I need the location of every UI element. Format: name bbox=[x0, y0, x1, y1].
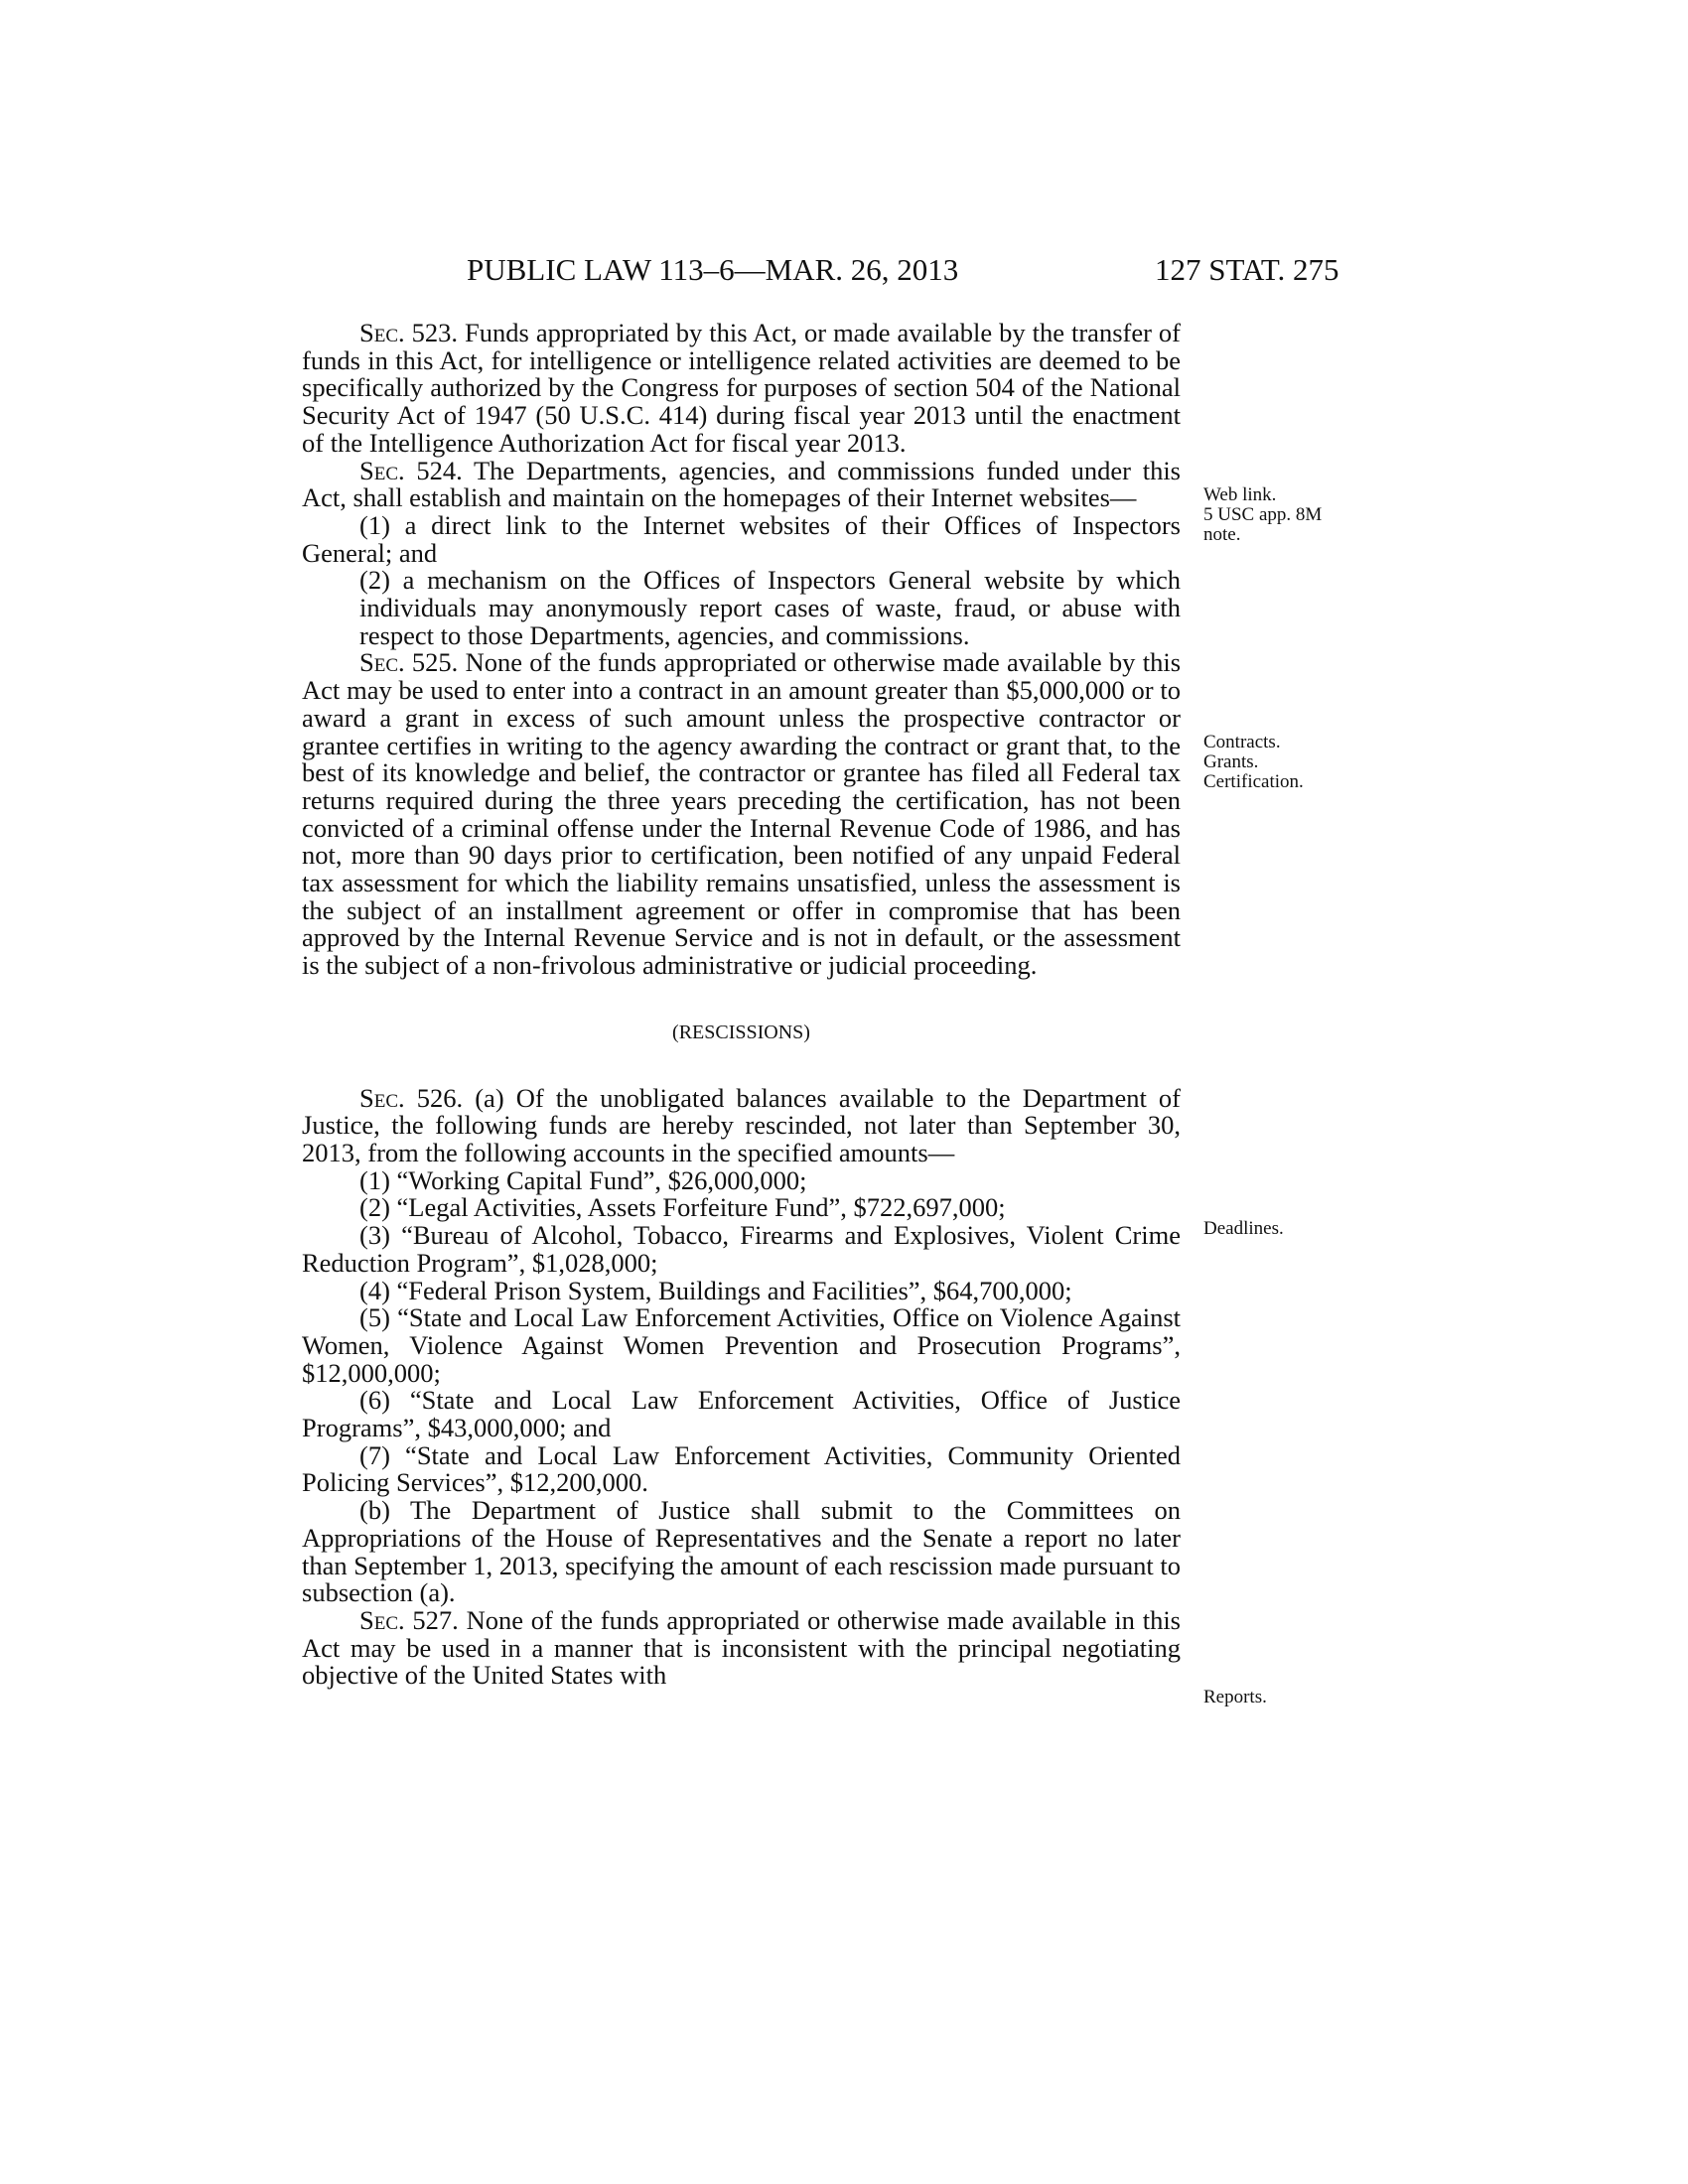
sec-526-item-6: (6) “State and Local Law Enforcement Activities, Office of Justice Programs”, $43,000,000; and bbox=[302, 1385, 1181, 1443]
sec-524-item-1: (1) a direct link to the Internet websites of their Offices of Inspectors General; and bbox=[302, 509, 1181, 568]
sec-525-paragraph bbox=[302, 649, 1181, 979]
sec-526-label: Sec. 526. bbox=[359, 1082, 464, 1113]
margin-note-reports bbox=[1203, 1688, 1267, 1707]
margin-note-line: Web link. bbox=[1203, 484, 1277, 505]
rescissions-heading: (RESCISSIONS) bbox=[672, 1021, 810, 1043]
margin-note-line: Certification. bbox=[1203, 771, 1304, 792]
sec-526-text: (a) Of the unobligated balances available to the Department of Justice, the following funds are hereby rescinded, not later than September 30, 2013, from the following accounts in the specified amounts— bbox=[302, 1082, 1181, 1167]
sec-524-text: The Departments, agencies, and commissions funded under this Act, shall establish and maintain on the homepages of their Internet websites— bbox=[302, 455, 1181, 513]
sec-524-item-2: (2) a mechanism on the Offices of Inspectors General website by which individuals may anonymously report cases of waste, fraud, or abuse with respect to those Departments, agencies, and commissions. bbox=[359, 565, 1181, 650]
margin-note-line: 5 USC app. 8M bbox=[1203, 504, 1323, 525]
margin-note-deadlines bbox=[1203, 1219, 1284, 1239]
sec-526-item-7: (7) “State and Local Law Enforcement Activities, Community Oriented Policing Services”, $12,200,000. bbox=[302, 1439, 1181, 1498]
sec-524-label: Sec. 524. bbox=[359, 455, 463, 485]
sec-526-item-1: (1) “Working Capital Fund”, $26,000,000; bbox=[359, 1164, 807, 1195]
sec-527-paragraph bbox=[302, 1604, 1181, 1691]
sec-526-item-2: (2) “Legal Activities, Assets Forfeiture Fund”, $722,697,000; bbox=[359, 1192, 1006, 1223]
sec-523-label: Sec. 523. bbox=[359, 318, 459, 347]
sec-524-paragraph bbox=[302, 455, 1181, 513]
margin-note-contracts bbox=[1203, 733, 1304, 792]
margin-note-line: Contracts. bbox=[1203, 732, 1281, 752]
running-header-stat-page: 127 STAT. 275 bbox=[1155, 252, 1339, 287]
sec-526-subsection-b: (b) The Department of Justice shall submit to the Committees on Appropriations of the House of Representatives and the Senate a report no later than September 1, 2013, specifying the amount of each rescission made pursuant to subsection (a). bbox=[302, 1495, 1181, 1608]
margin-note-line: Reports. bbox=[1203, 1687, 1267, 1707]
sec-525-text: None of the funds appropriated or otherwise made available by this Act may be used to enter into a contract in an amount greater than $5,000,000 or to award a grant in excess of such amount unless the prospective contractor or grantee certifies in writing to the agency awarding the contract or grant that, to the best of its knowledge and belief, the contractor or grantee has filed all Federal tax returns required during the three years preceding the certification, has not been convicted of a criminal offense under the Internal Revenue Code of 1986, and has not, more than 90 days prior to certification, been notified of any unpaid Federal tax assessment for which the liability remains unsatisfied, unless the assessment is the subject of an installment agreement or offer in compromise that has been approved by the Internal Revenue Service and is not in default, or the assessment is the subject of a non-frivolous administrative or judicial proceeding. bbox=[302, 647, 1182, 981]
sec-526-item-3: (3) “Bureau of Alcohol, Tobacco, Firearms and Explosives, Violent Crime Reduction Program”, $1,028,000; bbox=[302, 1220, 1181, 1278]
margin-note-line: Deadlines. bbox=[1203, 1218, 1284, 1239]
sec-526-item-5: (5) “State and Local Law Enforcement Activities, Office on Violence Against Women, Violence Against Women Prevention and Prosecution Programs”, $12,000,000; bbox=[302, 1302, 1181, 1388]
running-header-title: PUBLIC LAW 113–6—MAR. 26, 2013 bbox=[467, 252, 959, 287]
margin-note-line: note. bbox=[1203, 524, 1241, 545]
margin-note-web-link bbox=[1203, 485, 1322, 545]
margin-note-line: Grants. bbox=[1203, 751, 1259, 772]
sec-526-paragraph bbox=[302, 1082, 1181, 1167]
sec-527-label: Sec. 527. bbox=[359, 1604, 459, 1635]
sec-523-text: Funds appropriated by this Act, or made available by the transfer of funds in this Act, for intelligence or intelligence related activities are deemed to be specifically authorized by the Congress for purposes of section 504 of the National Security Act of 1947 (50 U.S.C. 414) during fiscal year 2013 until the enactment of the Intelligence Authorization Act for fiscal year 2013. bbox=[302, 318, 1181, 458]
sec-525-label: Sec. 525. bbox=[359, 647, 459, 678]
sec-527-text: None of the funds appropriated or otherwise made available in this Act may be used in a manner that is inconsistent with the principal negotiating objective of the United States with bbox=[302, 1604, 1181, 1691]
sec-523-paragraph bbox=[302, 320, 1181, 458]
document-body bbox=[302, 320, 1181, 1690]
sec-526-item-4: (4) “Federal Prison System, Buildings and Facilities”, $64,700,000; bbox=[359, 1275, 1072, 1305]
